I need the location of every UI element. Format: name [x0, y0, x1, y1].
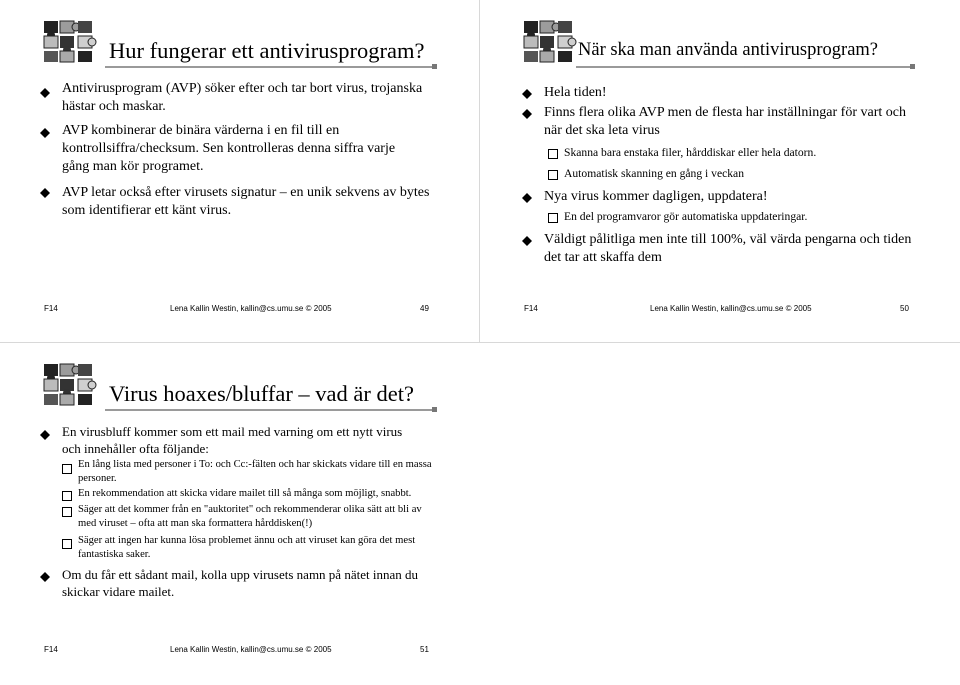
title-underline [105, 409, 433, 411]
footer-author [170, 304, 332, 313]
diamond-bullet-icon [40, 430, 50, 440]
footer-course: F14 [44, 645, 58, 654]
diamond-bullet-icon [522, 193, 532, 203]
slide-50 [480, 0, 960, 342]
diamond-bullet-icon [522, 236, 532, 246]
square-bullet-icon [548, 213, 558, 223]
bullet-item: Väldigt pålitliga men inte till 100%, väl värda pengarna och tiden det tar att skaffa dem [544, 232, 912, 265]
diamond-bullet-icon [522, 89, 532, 99]
slide-51 [0, 343, 480, 685]
bullet-item: Finns flera olika AVP men de flesta har inställningar för vart och när det ska leta virus [544, 105, 906, 138]
square-bullet-icon [62, 491, 72, 501]
bullet-item: Hela tiden! [544, 85, 607, 100]
footer-author-text: Lena Kallin Westin, kallin@cs.umu.se [170, 645, 304, 654]
slide-title: Hur fungerar ett antivirusprogram? [109, 38, 425, 63]
square-bullet-icon [548, 170, 558, 180]
slide-title: När ska man använda antivirusprogram? [578, 40, 879, 60]
slide-49 [0, 0, 480, 342]
bullet-item: En virusbluff kommer som ett mail med varning om ett nytt virus och innehåller ofta följande: [62, 424, 403, 456]
diamond-bullet-icon [40, 188, 50, 198]
page-number: 50 [900, 304, 909, 313]
bullet-item: AVP letar också efter virusets signatur – en unik sekvens av bytes som identifierar ett känt virus. [62, 185, 430, 218]
puzzle-pieces-logo [40, 18, 98, 64]
footer-author [170, 645, 332, 654]
footer-course: F14 [524, 304, 538, 313]
diamond-bullet-icon [40, 88, 50, 98]
page-number: 51 [420, 645, 429, 654]
sub-bullet-item: En del programvaror gör automatiska uppdateringar. [564, 210, 808, 223]
bullet-item: Antivirusprogram (AVP) söker efter och tar bort virus, trojanska hästar och maskar. [62, 81, 423, 114]
title-underline-end [910, 64, 915, 69]
bullet-item: Om du får ett sådant mail, kolla upp virusets namn på nätet innan du skickar vidare mailet. [62, 567, 418, 599]
square-bullet-icon [62, 507, 72, 517]
footer-course: F14 [44, 304, 58, 313]
footer-year: 2005 [313, 645, 332, 654]
slide-title: Virus hoaxes/bluffar – vad är det? [109, 381, 415, 406]
square-bullet-icon [62, 539, 72, 549]
title-underline [576, 66, 911, 68]
copyright-symbol: © [305, 304, 312, 313]
square-bullet-icon [62, 464, 72, 474]
footer-author-text: Lena Kallin Westin, kallin@cs.umu.se [650, 304, 784, 313]
footer-year: 2005 [793, 304, 812, 313]
title-underline-end [432, 64, 437, 69]
copyright-symbol: © [785, 304, 792, 313]
page-number: 49 [420, 304, 429, 313]
diamond-bullet-icon [522, 109, 532, 119]
diamond-bullet-icon [40, 572, 50, 582]
puzzle-pieces-logo [520, 18, 578, 64]
diamond-bullet-icon [40, 128, 50, 138]
title-underline-end [432, 407, 437, 412]
bullet-item: Nya virus kommer dagligen, uppdatera! [544, 189, 768, 204]
sub-bullet-item: En lång lista med personer i To: och Cc:-fälten och har skickats vidare till en massa personer. [78, 459, 432, 484]
sub-bullet-item: Säger att det kommer från en "auktoritet" och rekommenderar olika sätt att bli av med viruset – ofta att man ska formattera hårddisken(!) [78, 504, 422, 529]
title-underline [105, 66, 433, 68]
sub-bullet-item: En rekommendation att skicka vidare mailet till så många som möjligt, snabbt. [78, 488, 412, 499]
sub-bullet-item: Automatisk skanning en gång i veckan [564, 167, 744, 180]
bullet-item: AVP kombinerar de binära värderna i en fil till en kontrollsiffra/checksum. Sen kontrolleras denna siffra varje gång man kör programet. [62, 123, 396, 174]
footer-year: 2005 [313, 304, 332, 313]
footer-author-text: Lena Kallin Westin, kallin@cs.umu.se [170, 304, 304, 313]
sub-bullet-item: Säger att ingen har kunna lösa problemet ännu och att viruset kan göra det mest fantastiska saker. [78, 535, 416, 560]
copyright-symbol: © [305, 645, 312, 654]
puzzle-pieces-logo [40, 361, 98, 407]
sub-bullet-item: Skanna bara enstaka filer, hårddiskar eller hela datorn. [564, 146, 817, 159]
square-bullet-icon [548, 149, 558, 159]
footer-author [650, 304, 812, 313]
